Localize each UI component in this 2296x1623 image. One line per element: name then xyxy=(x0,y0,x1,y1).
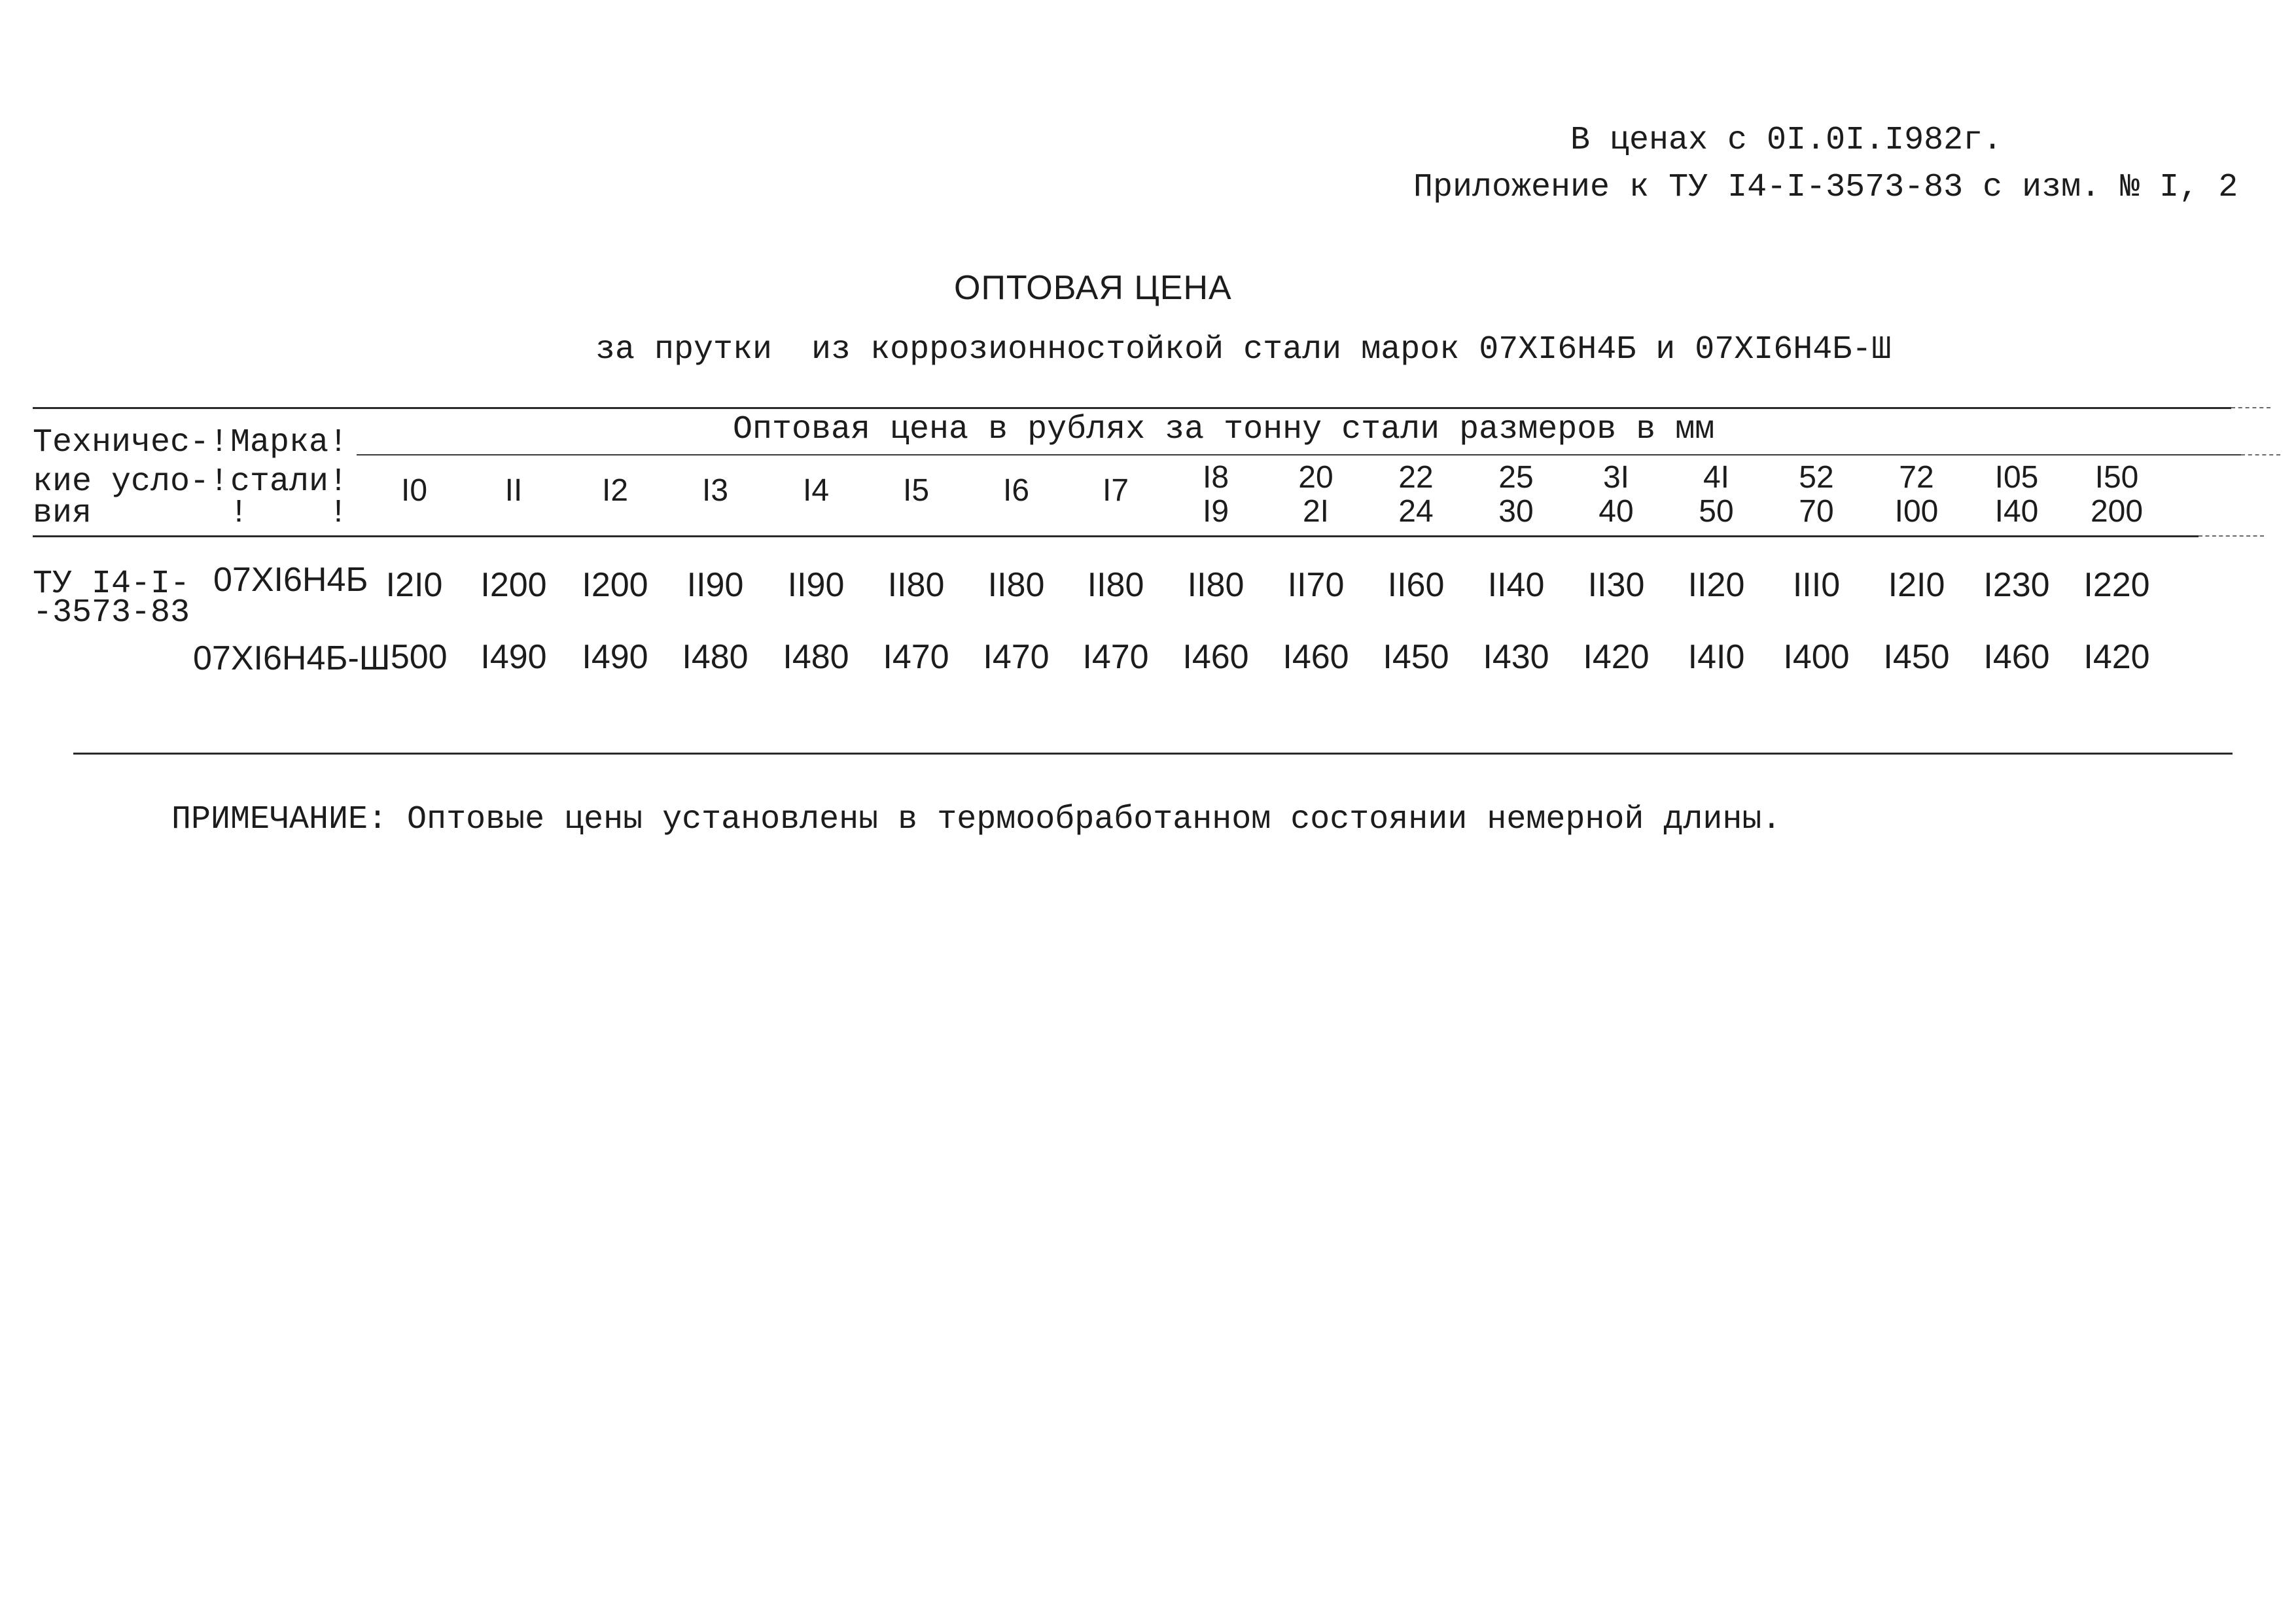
size-range-to: 40 xyxy=(1598,494,1634,529)
header-steel-grade-line: стали! xyxy=(230,463,349,501)
header-bottom-rule xyxy=(33,535,2199,537)
header-steel-grade-line: ! xyxy=(230,495,349,532)
tech-conditions-value-line: ТУ I4-I- xyxy=(33,565,190,603)
price-cell: I450 xyxy=(1883,638,1950,676)
price-cell: I200 xyxy=(480,566,547,604)
price-cell: III0 xyxy=(1792,566,1841,604)
price-cell: I470 xyxy=(983,638,1050,676)
table-top-rule-tail xyxy=(2231,407,2270,408)
price-cell: I400 xyxy=(1783,638,1850,676)
size-range-to: 50 xyxy=(1699,494,1734,529)
price-cell: I230 xyxy=(1983,566,2050,604)
price-cell: II80 xyxy=(987,566,1045,604)
size-value: I2 xyxy=(601,473,629,508)
header-tech-conditions-line: вия ! xyxy=(33,495,249,532)
table-top-rule xyxy=(33,407,2231,409)
price-cell: II90 xyxy=(787,566,845,604)
row-grade-label: 07ХI6Н4Б-Ш xyxy=(193,639,391,677)
size-value: I7 xyxy=(1102,473,1129,508)
size-range-from: I05 xyxy=(1994,460,2039,495)
price-cell: II30 xyxy=(1587,566,1645,604)
price-cell: II70 xyxy=(1287,566,1345,604)
size-value: I5 xyxy=(902,473,930,508)
price-cell: I460 xyxy=(1983,638,2050,676)
price-cell: I480 xyxy=(783,638,849,676)
footnote: ПРИМЕЧАНИЕ: Оптовые цены установлены в термообработанном состоянии немерной длины. xyxy=(171,801,1782,838)
header-tech-conditions-line: Техничес-! xyxy=(33,424,230,461)
size-range-from: 25 xyxy=(1498,460,1534,495)
price-cell: I490 xyxy=(480,638,547,676)
header-inner-rule-tail xyxy=(2241,454,2280,455)
price-cell: I2I0 xyxy=(1888,566,1945,604)
price-cell: I490 xyxy=(582,638,648,676)
price-cell: II80 xyxy=(1087,566,1144,604)
document-subtitle: за прутки из коррозионностойкой стали марок 07ХI6Н4Б и 07ХI6Н4Б-Ш xyxy=(595,331,1892,368)
size-range-to: I40 xyxy=(1994,494,2039,529)
price-cell: I2I0 xyxy=(385,566,443,604)
size-range-to: 24 xyxy=(1398,494,1434,529)
size-range-from: 72 xyxy=(1899,460,1934,495)
price-cell: I480 xyxy=(682,638,749,676)
price-cell: II20 xyxy=(1687,566,1745,604)
price-cell: I460 xyxy=(1182,638,1249,676)
price-cell: II80 xyxy=(887,566,945,604)
header-price-caption: Оптовая цена в рублях за тонну стали размеров в мм xyxy=(733,411,1715,448)
price-cell: I430 xyxy=(1483,638,1549,676)
price-cell: II40 xyxy=(1487,566,1545,604)
price-cell: I470 xyxy=(1082,638,1149,676)
price-cell: I220 xyxy=(2083,566,2150,604)
price-cell: I420 xyxy=(1583,638,1650,676)
price-date-line: В ценах с 0I.0I.I982г. xyxy=(1570,122,2003,159)
price-cell: I450 xyxy=(1383,638,1449,676)
price-cell: I460 xyxy=(1282,638,1349,676)
header-tech-conditions-line: кие усло-! xyxy=(33,463,230,501)
tech-conditions-value-line: -3573-83 xyxy=(33,594,190,632)
size-range-from: 3I xyxy=(1602,460,1630,495)
size-range-to: 70 xyxy=(1799,494,1834,529)
appendix-line: Приложение к ТУ I4-I-3573-83 с изм. № I, 2 xyxy=(1413,169,2238,206)
size-range-from: 52 xyxy=(1799,460,1834,495)
price-cell: I4I0 xyxy=(1687,638,1745,676)
header-inner-rule xyxy=(357,454,2241,455)
size-range-from: I8 xyxy=(1202,460,1229,495)
size-range-to: I00 xyxy=(1894,494,1939,529)
header-bottom-rule-tail xyxy=(2199,535,2264,537)
size-range-from: 20 xyxy=(1298,460,1333,495)
size-value: I0 xyxy=(400,473,428,508)
price-cell: II90 xyxy=(686,566,744,604)
price-cell: I420 xyxy=(2083,638,2150,676)
size-range-from: 22 xyxy=(1398,460,1434,495)
size-value: I4 xyxy=(802,473,830,508)
price-cell: I200 xyxy=(582,566,648,604)
size-range-to: I9 xyxy=(1202,494,1229,529)
size-range-from: 4I xyxy=(1703,460,1730,495)
header-steel-grade-line: Марка! xyxy=(230,424,349,461)
table-bottom-rule xyxy=(73,753,2233,755)
price-cell: I470 xyxy=(883,638,949,676)
size-range-from: I50 xyxy=(2094,460,2139,495)
price-cell: II80 xyxy=(1187,566,1245,604)
size-value: I6 xyxy=(1002,473,1030,508)
row-grade-label: 07ХI6Н4Б xyxy=(213,561,368,599)
price-cell: II60 xyxy=(1387,566,1445,604)
size-range-to: 2I xyxy=(1302,494,1330,529)
price-cell: I500 xyxy=(381,638,448,676)
size-value: I3 xyxy=(701,473,729,508)
size-value: II xyxy=(504,473,523,508)
size-range-to: 200 xyxy=(2090,494,2144,529)
size-range-to: 30 xyxy=(1498,494,1534,529)
document-title: ОПТОВАЯ ЦЕНА xyxy=(954,269,1232,307)
